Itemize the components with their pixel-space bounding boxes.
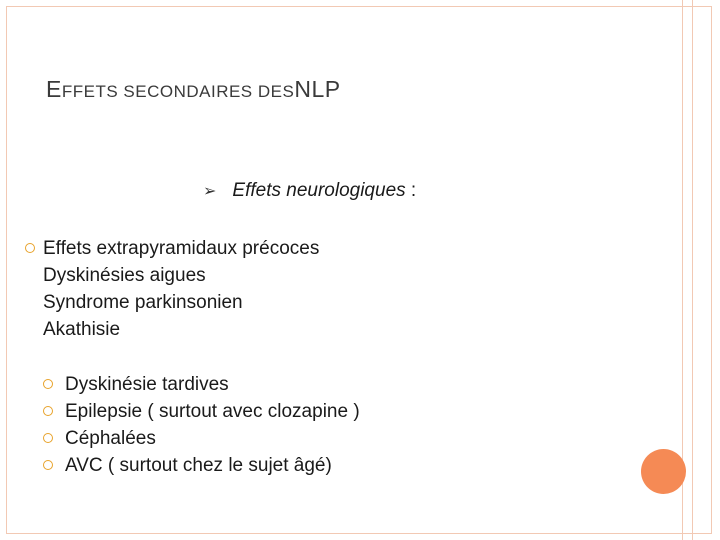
list-item-text: Effets extrapyramidaux précoces bbox=[43, 238, 320, 259]
decorative-circle bbox=[641, 449, 686, 494]
list-item-text: Dyskinésie tardives bbox=[65, 374, 229, 395]
subheading bbox=[203, 180, 416, 202]
title-first-letter: E bbox=[46, 76, 62, 102]
list-item bbox=[43, 235, 319, 262]
list-item bbox=[43, 452, 360, 479]
list-item: Akathisie bbox=[43, 319, 121, 340]
other-effects-list bbox=[43, 371, 360, 479]
arrow-bullet-icon: ➢ bbox=[203, 183, 217, 200]
subheading-label: Effets neurologiques bbox=[232, 180, 406, 201]
subheading-suffix: : bbox=[405, 180, 417, 201]
circle-bullet-icon bbox=[43, 379, 53, 389]
title-middle: FFETS SECONDAIRES DES bbox=[61, 82, 295, 101]
circle-bullet-icon bbox=[43, 433, 53, 443]
list-item: Syndrome parkinsonien bbox=[43, 292, 243, 313]
list-item-text: Epilepsie ( surtout avec clozapine ) bbox=[65, 401, 360, 422]
list-item bbox=[43, 371, 360, 398]
list-item bbox=[43, 398, 360, 425]
circle-bullet-icon bbox=[43, 406, 53, 416]
list-item: Dyskinésies aigues bbox=[43, 265, 206, 286]
circle-bullet-icon bbox=[43, 460, 53, 470]
list-item-text: Céphalées bbox=[65, 428, 156, 449]
list-item-text: AVC ( surtout chez le sujet âgé) bbox=[65, 455, 332, 476]
extrapyramidal-list bbox=[43, 235, 319, 343]
list-item bbox=[43, 425, 360, 452]
frame-line-right bbox=[692, 0, 693, 540]
circle-bullet-icon bbox=[25, 243, 35, 253]
slide-title bbox=[46, 76, 341, 103]
title-last: NLP bbox=[294, 76, 341, 102]
